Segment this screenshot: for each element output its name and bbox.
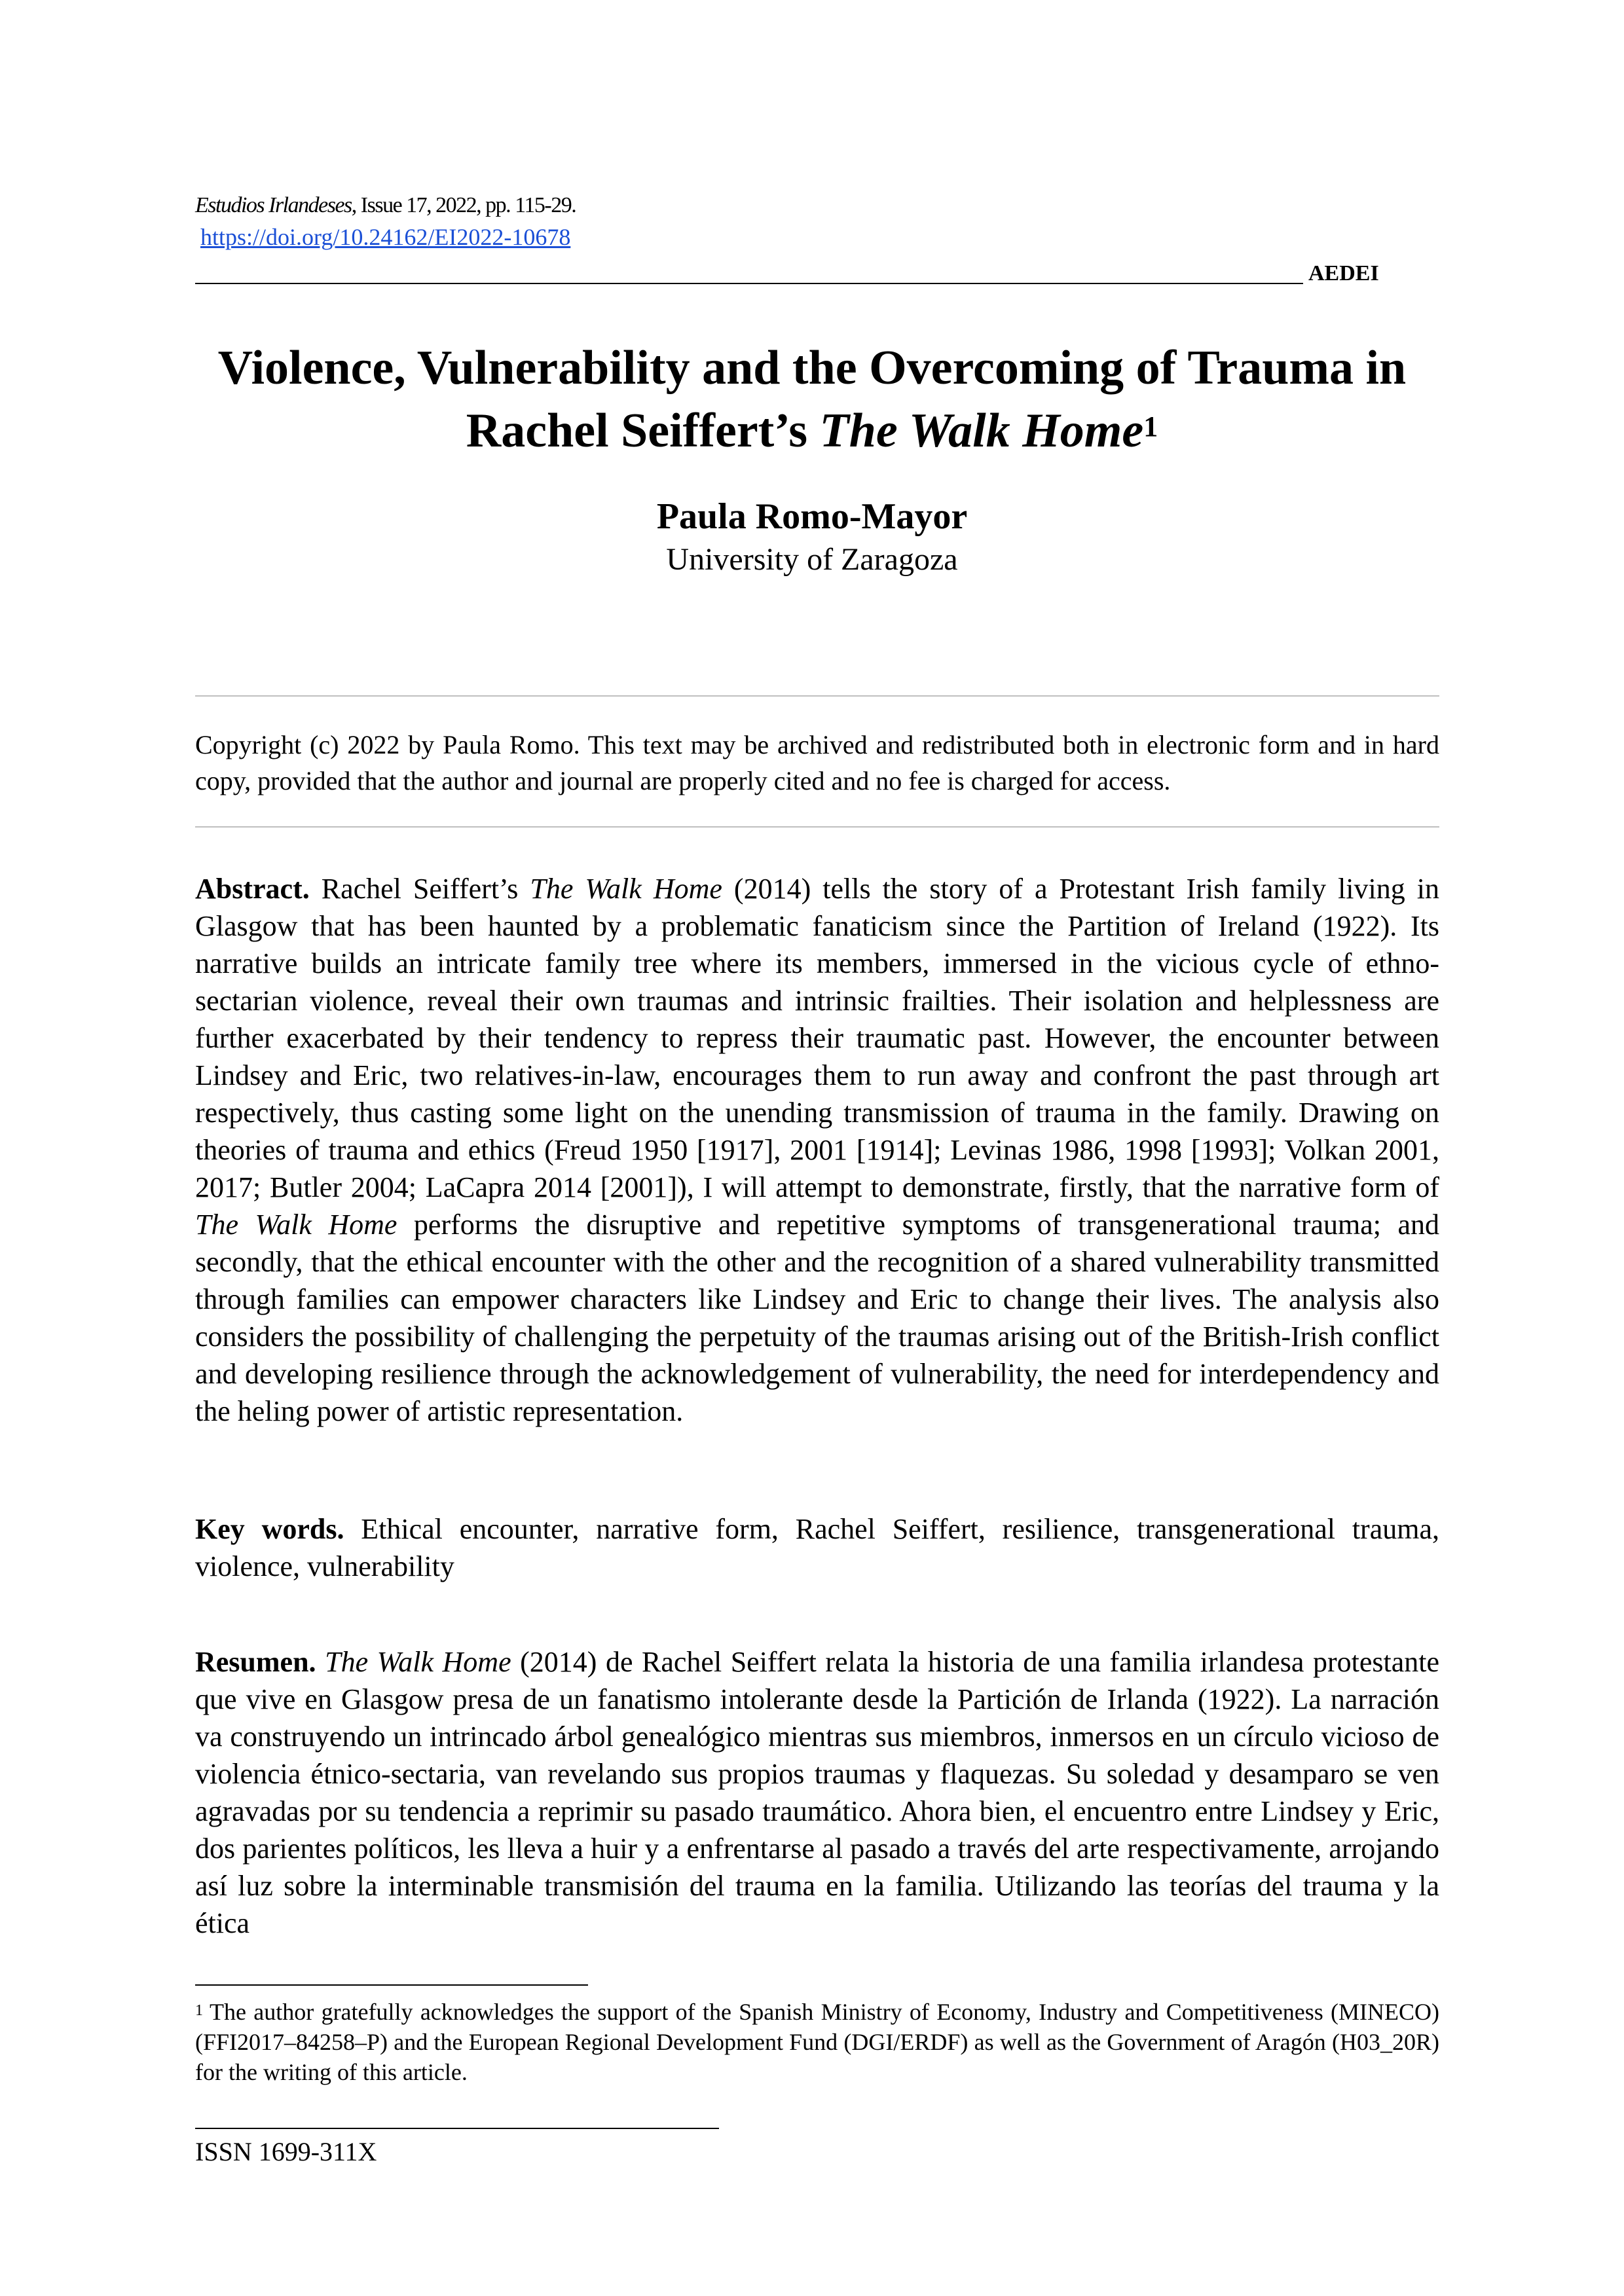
abstract-italic-1: The Walk Home [530, 873, 722, 905]
title-line-1: Violence, Vulnerability and the Overcoming of Trauma in [217, 341, 1407, 395]
author-affiliation: University of Zaragoza [666, 542, 958, 577]
article-title [170, 337, 1454, 462]
abstract-text-2: (2014) tells the story of a Protestant Irish family living in Glasgow that has been haunted by a problematic fanaticism since the Partition of Ireland (1922). Its narrative builds an intricate family tree where its members, immersed in the vicious cycle of ethno-sectarian violence, reveal their own traumas and intrinsic frailties. Their isolation and helplessness are further exacerbated by their tendency to repress their traumatic past. However, the encounter between Lindsey and Eric, two relatives-in-law, encourages them to run away and confront the past through art respectively, thus casting some light on the unending transmission of trauma in the family. Drawing on theories of trauma and ethics (Freud 1950 [1917], 2001 [1914]; Levinas 1986, 1998 [1993]; Volkan 2001, 2017; Butler 2004; LaCapra 2014 [2001]), I will attempt to demonstrate, firstly, that the narrative form of [195, 873, 1439, 1203]
title-line-2: Rachel Seiffert’s [466, 404, 820, 458]
resumen-italic: The Walk Home [325, 1646, 511, 1678]
abstract-italic-2: The Walk Home [195, 1209, 397, 1241]
journal-citation [195, 192, 576, 219]
journal-name: Estudios Irlandeses [195, 193, 352, 217]
issn-divider [195, 2128, 719, 2129]
copyright-top-divider [195, 695, 1439, 697]
keywords-text: Ethical encounter, narrative form, Rachel Seiffert, resilience, transgenerational trauma, violence, vulnerability [195, 1513, 1439, 1582]
copyright-notice: Copyright (c) 2022 by Paula Romo. This text may be archived and redistributed both in electronic form and in hard copy, provided that the author and journal are properly cited and no fee is charged for access. [195, 730, 1439, 795]
footnote-mark: 1 [195, 2002, 203, 2019]
abstract-paragraph [195, 870, 1439, 1430]
issue-info: , Issue 17, 2022, pp. 115-29. [351, 193, 576, 217]
keywords-label: Key words. [195, 1513, 344, 1545]
footnote-text: The author gratefully acknowledges the support of the Spanish Ministry of Economy, Industry and Competitiveness (MINECO) (FFI2017–84258–P) and the European Regional Development Fund (DGI/ERDF) as well as the Government of Aragón (H03_20R) for the writing of this article. [195, 1999, 1439, 2085]
author-name: Paula Romo-Mayor [656, 496, 968, 537]
title-footnote-mark[interactable]: 1 [1143, 410, 1158, 443]
footnote-divider [195, 1984, 588, 1986]
title-italic: The Walk Home [819, 404, 1144, 458]
abstract-text-3: performs the disruptive and repetitive symptoms of transgenerational trauma; and secondly, that the ethical encounter with the other and the recognition of a shared vulnerability transmitted through families can empower characters like Lindsey and Eric to change their lives. The analysis also considers the possibility of challenging the perpetuity of the traumas arising out of the British-Irish conflict and developing resilience through the acknowledgement of vulnerability, the need for interdependency and the heling power of artistic representation. [195, 1209, 1439, 1427]
header-divider [195, 283, 1303, 284]
issn-label: ISSN 1699-311X [195, 2137, 377, 2166]
keywords-paragraph [195, 1510, 1439, 1585]
footnote [195, 1997, 1439, 2087]
resumen-paragraph [195, 1643, 1439, 1942]
resumen-label: Resumen. [195, 1646, 316, 1678]
copyright-bottom-divider [195, 826, 1439, 828]
resumen-text: (2014) de Rachel Seiffert relata la historia de una familia irlandesa protestante que vive en Glasgow presa de un fanatismo intolerante desde la Partición de Irlanda (1922). La narración va construyendo un intrincado árbol genealógico mientras sus miembros, inmersos en un círculo vicioso de violencia étnico-sectaria, van revelando sus propios traumas y flaquezas. Su soledad y desamparo se ven agravadas por su tendencia a reprimir su pasado traumático. Ahora bien, el encuentro entre Lindsey y Eric, dos parientes políticos, les lleva a huir y a enfrentarse al pasado a través del arte respectivamente, arrojando así luz sobre la interminable transmisión del trauma en la familia. Utilizando las teorías del trauma y la ética [195, 1646, 1440, 1939]
abstract-label: Abstract. [195, 873, 310, 905]
abstract-text-1: Rachel Seiffert’s [309, 873, 530, 905]
doi-link[interactable]: https://doi.org/10.24162/EI2022-10678 [200, 224, 571, 250]
publisher-label: AEDEI [1308, 261, 1379, 285]
